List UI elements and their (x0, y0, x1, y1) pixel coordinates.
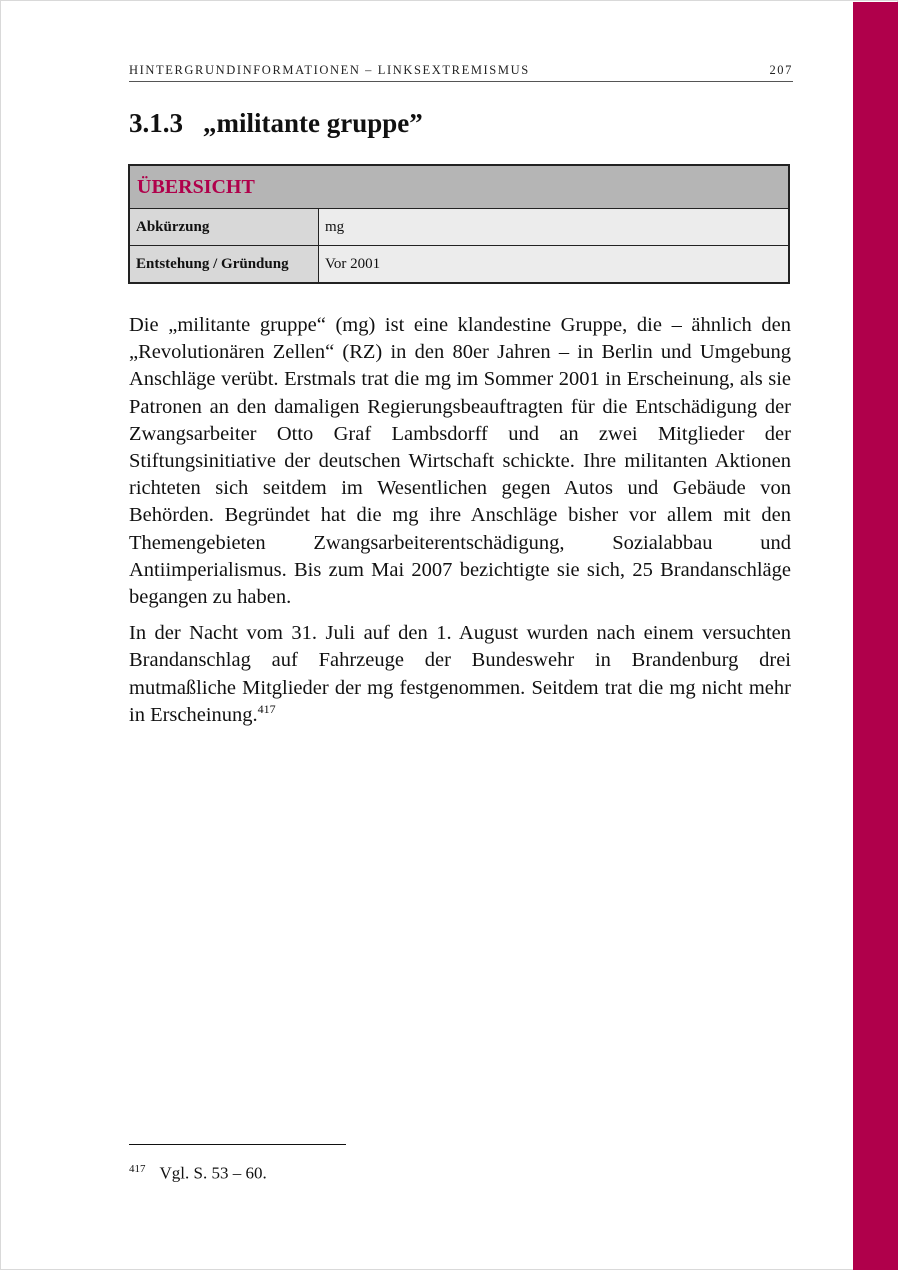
table-row (129, 246, 789, 284)
section-number: 3.1.3 (129, 108, 183, 138)
footnote-text: Vgl. S. 53 – 60. (159, 1163, 267, 1183)
body-text (129, 312, 791, 738)
table-row (129, 209, 789, 246)
page-number: 207 (769, 63, 793, 77)
footnote-reference[interactable]: 417 (257, 702, 276, 717)
overview-heading: ÜBERSICHT (129, 165, 789, 209)
section-title: „militante gruppe” (203, 108, 423, 138)
overview-header-row (129, 165, 789, 209)
abbreviation-value: mg (319, 209, 790, 246)
footnote (129, 1163, 267, 1184)
running-title: HINTERGRUNDINFORMATIONEN – LINKSEXTREMISMUS (129, 63, 530, 77)
footnote-number: 417 (129, 1163, 146, 1175)
founding-label: Entstehung / Gründung (129, 246, 319, 284)
footnote-divider (129, 1144, 346, 1145)
section-heading (129, 108, 423, 139)
paragraph-2-text: In der Nacht vom 31. Juli auf den 1. August wurden nach einem versuchten Brandanschlag auf Fahrzeuge der Bundeswehr in Brandenburg drei mutmaßliche Mitglieder der mg festgenommen. Seitdem trat die mg nicht mehr in Erscheinung. (129, 622, 791, 726)
paragraph-1: Die „militante gruppe“ (mg) ist eine klandestine Gruppe, die – ähnlich den „Revolutionären Zellen“ (RZ) in den 80er Jahren – in Berlin und Umgebung Anschläge verübt. Erstmals trat die mg im Sommer 2001 in Erscheinung, als sie Patronen an den damaligen Regierungsbeauftragten für die Entschädigung der Zwangsarbeiter Otto Graf Lambsdorff und an zwei Mitglieder der Stiftungsinitiative der deutschen Wirtschaft schickte. Ihre militanten Aktionen richteten sich seitdem im Wesentlichen gegen Autos und Gebäude von Behörden. Begründet hat die mg ihre Anschläge bisher vor allem mit den Themengebieten Zwangsarbeiterentschädigung, Sozialabbau und Antiimperialismus. Bis zum Mai 2007 bezichtigte sie sich, 25 Brandanschläge begangen zu haben. (129, 314, 791, 609)
abbreviation-label: Abkürzung (129, 209, 319, 246)
overview-table (128, 164, 790, 284)
paragraph-2 (129, 620, 791, 729)
founding-value: Vor 2001 (319, 246, 790, 284)
running-header (129, 63, 793, 82)
side-color-bar (853, 2, 898, 1270)
